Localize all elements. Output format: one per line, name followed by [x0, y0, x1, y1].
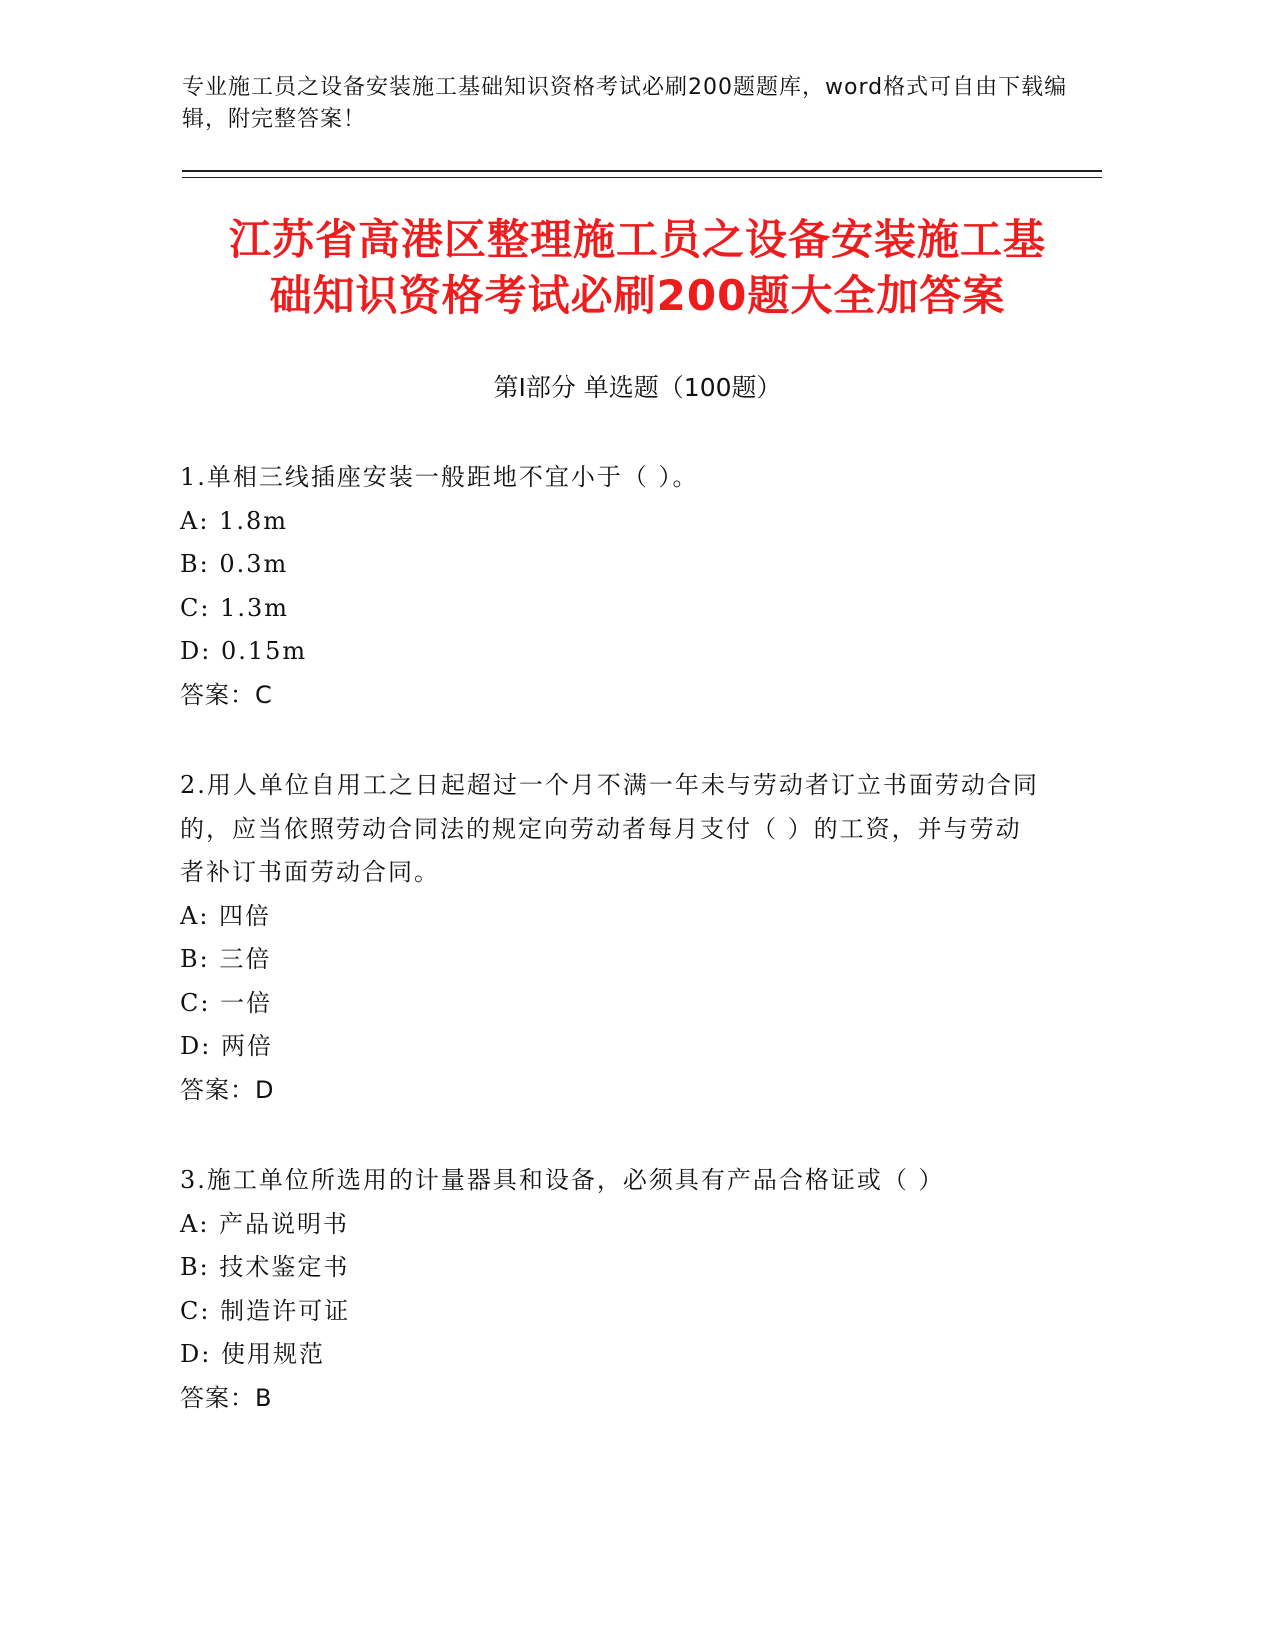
section-heading: 第Ⅰ部分 单选题（100题） — [493, 373, 782, 402]
question-1 — [180, 456, 1040, 717]
question-2 — [180, 764, 1040, 1112]
question-3 — [180, 1159, 1040, 1420]
option-c: C: 1.3m — [180, 593, 290, 622]
option-b: B: 技术鉴定书 — [180, 1253, 350, 1281]
option-a: A: 四倍 — [180, 901, 272, 930]
answer: 答案：C — [180, 680, 273, 709]
question-stem: 3.施工单位所选用的计量器具和设备，必须具有产品合格证或（ ） — [180, 1166, 945, 1194]
question-list — [180, 456, 1040, 1467]
document-title-line-1: 江苏省高港区整理施工员之设备安装施工基 — [228, 215, 1046, 264]
answer: 答案：B — [180, 1383, 273, 1412]
option-b: B: 0.3m — [180, 550, 289, 578]
option-d: D: 使用规范 — [180, 1340, 325, 1368]
option-a: A: 1.8m — [180, 506, 288, 535]
option-d: D: 0.15m — [180, 637, 308, 665]
document-title — [150, 212, 1125, 324]
question-stem: 1.单相三线插座安装一般距地不宜小于（ ）。 — [180, 463, 699, 491]
option-a: A: 产品说明书 — [180, 1209, 350, 1238]
header-divider-thick — [182, 170, 1102, 172]
option-c: C: 制造许可证 — [180, 1296, 351, 1325]
option-c: C: 一倍 — [180, 988, 273, 1017]
header-note: 专业施工员之设备安装施工基础知识资格考试必刷200题题库，word格式可自由下载编辑，附完整答案！ — [182, 75, 1068, 132]
option-b: B: 三倍 — [180, 945, 272, 973]
document-title-line-2: 础知识资格考试必刷200题大全加答案 — [269, 271, 1006, 320]
option-d: D: 两倍 — [180, 1032, 273, 1060]
header-divider-thin — [182, 177, 1102, 178]
answer: 答案：D — [180, 1075, 275, 1104]
question-stem: 2.用人单位自用工之日起超过一个月不满一年未与劳动者订立书面劳动合同的，应当依照劳动合同法的规定向劳动者每月支付（ ）的工资，并与劳动者补订书面劳动合同。 — [180, 771, 1039, 886]
